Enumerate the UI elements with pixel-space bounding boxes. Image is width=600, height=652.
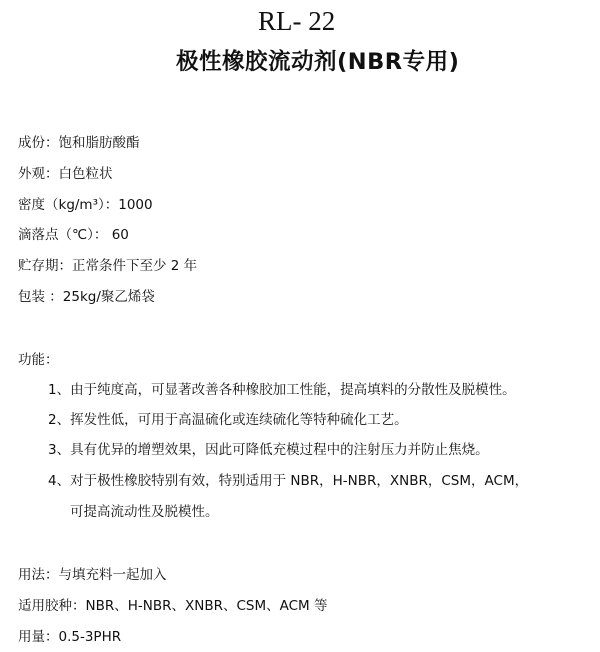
spec-value: 白色粒状 bbox=[58, 166, 113, 182]
function-item-continuation: 可提高流动性及脱模性。 bbox=[70, 504, 219, 520]
spec-packaging bbox=[18, 285, 155, 305]
spec-value: 25kg/聚乙烯袋 bbox=[62, 289, 155, 305]
usage-dosage bbox=[18, 625, 121, 645]
product-title: 极性橡胶流动剂(NBR专用) bbox=[176, 49, 460, 75]
spec-label: 滴落点（℃）： bbox=[18, 227, 108, 243]
function-item: 2、挥发性低，可用于高温硫化或连续硫化等特种硫化工艺。 bbox=[48, 412, 408, 428]
usage-applicable-rubbers bbox=[18, 594, 328, 614]
spec-label: 成份： bbox=[18, 135, 59, 151]
spec-drop-point bbox=[18, 223, 129, 243]
product-code: RL- 22 bbox=[258, 6, 336, 36]
usage-value: 0.5-3PHR bbox=[58, 629, 122, 645]
function-item: 1、由于纯度高，可显著改善各种橡胶加工性能，提高填料的分散性及脱模性。 bbox=[48, 382, 516, 398]
spec-label: 密度（kg/m³）： bbox=[18, 197, 119, 213]
usage-value: NBR、H-NBR、XNBR、CSM、ACM 等 bbox=[85, 598, 328, 614]
usage-label: 用量： bbox=[18, 629, 59, 645]
spec-value: 饱和脂肪酸酯 bbox=[58, 135, 140, 151]
spec-label: 外观： bbox=[18, 166, 59, 182]
usage-method bbox=[18, 563, 167, 583]
usage-label: 适用胶种： bbox=[18, 598, 86, 614]
spec-density bbox=[18, 193, 153, 213]
function-item: 3、具有优异的增塑效果，因此可降低充模过程中的注射压力并防止焦烧。 bbox=[48, 442, 489, 458]
spec-label: 贮存期： bbox=[18, 258, 72, 274]
spec-shelf-life bbox=[18, 254, 197, 274]
spec-value: 正常条件下至少 2 年 bbox=[72, 258, 198, 274]
functions-heading: 功能： bbox=[18, 352, 59, 368]
usage-label: 用法： bbox=[18, 567, 59, 583]
usage-value: 与填充料一起加入 bbox=[58, 567, 167, 583]
spec-value: 1000 bbox=[118, 197, 153, 213]
function-item: 4、对于极性橡胶特别有效，特别适用于 NBR，H-NBR，XNBR，CSM，ACM， bbox=[48, 473, 529, 489]
spec-value: 60 bbox=[107, 227, 129, 243]
spec-appearance bbox=[18, 162, 113, 182]
spec-composition bbox=[18, 131, 140, 151]
spec-label: 包装 ： bbox=[18, 289, 63, 305]
